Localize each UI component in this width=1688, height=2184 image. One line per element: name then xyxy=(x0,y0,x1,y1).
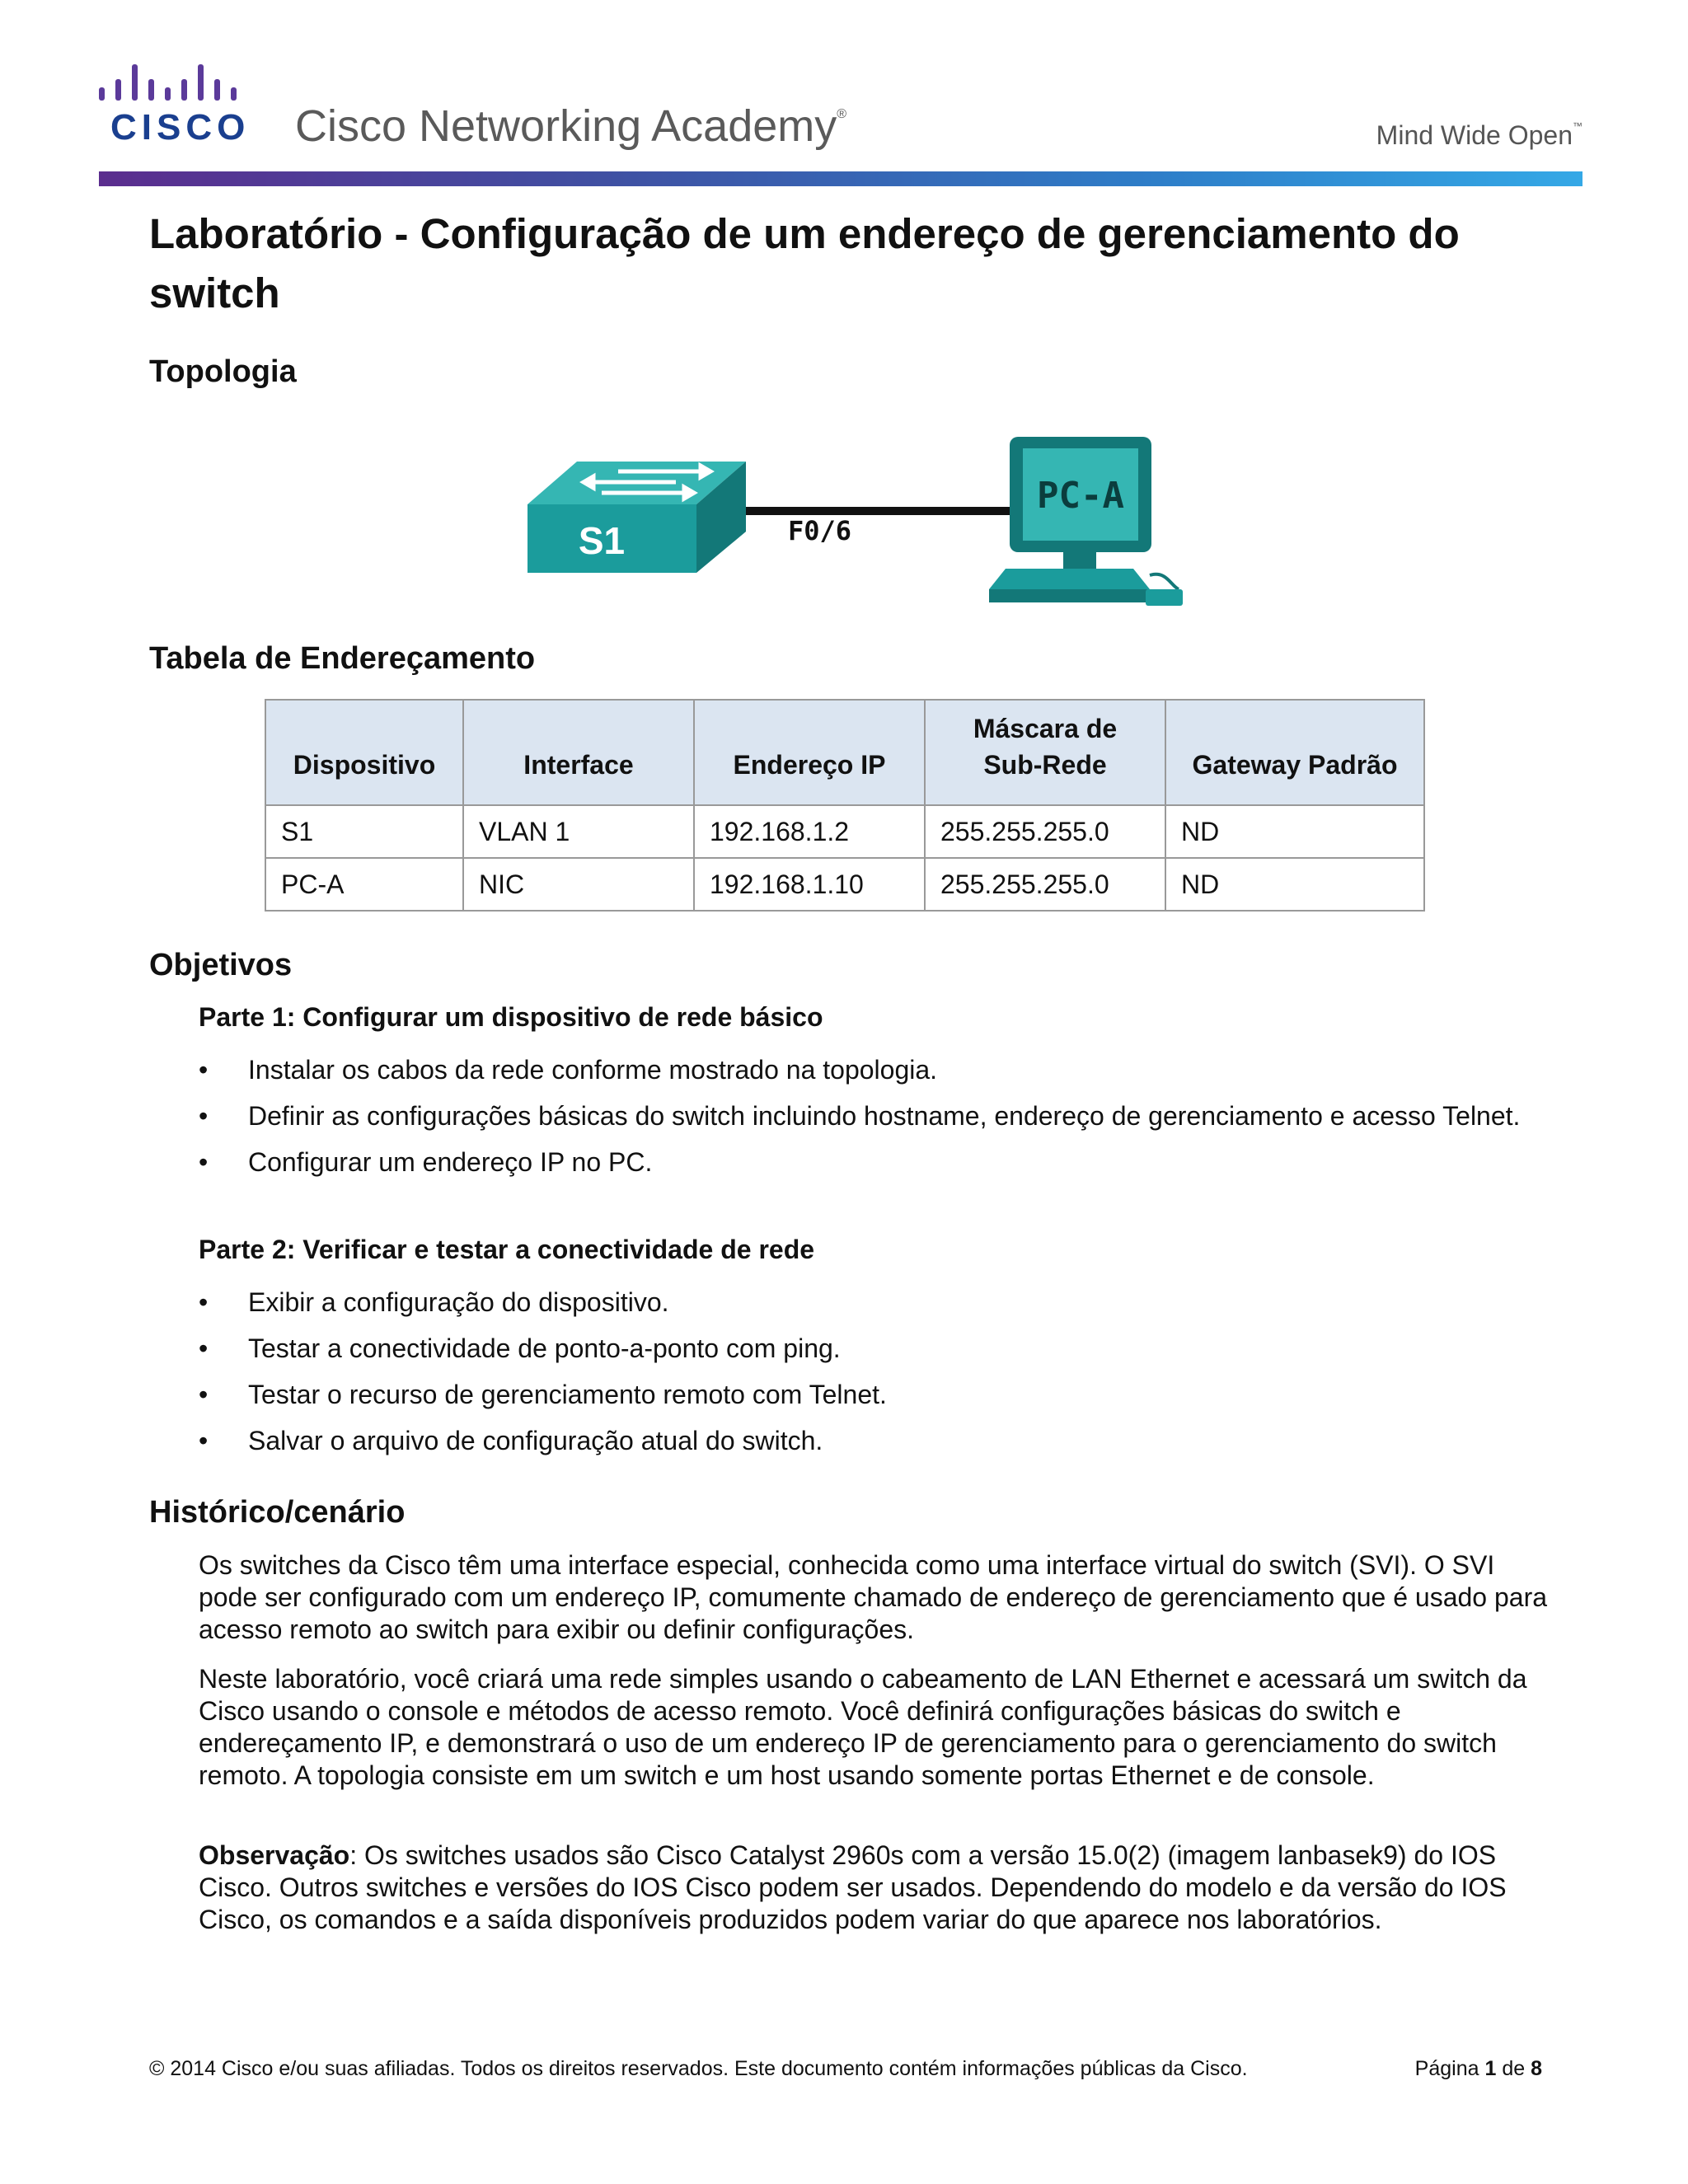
table-header-row xyxy=(265,700,1424,805)
page-title: Laboratório - Configuração de um endereço de gerenciamento do switch xyxy=(149,210,1460,316)
page-header xyxy=(99,58,1582,157)
page-footer xyxy=(149,2057,1542,2081)
table-header-cell: Dispositivo xyxy=(265,700,463,805)
topology-diagram xyxy=(495,429,1203,610)
tagline: Mind Wide Open™ xyxy=(1376,120,1582,150)
section-objectives-heading: Objetivos xyxy=(149,948,293,982)
table-row xyxy=(265,805,1424,858)
list-item: • Testar o recurso de gerenciamento remoto com Telnet. xyxy=(199,1376,1550,1413)
table-cell: NIC xyxy=(463,858,694,911)
section-addressing-heading: Tabela de Endereçamento xyxy=(149,641,536,676)
table-cell: 192.168.1.10 xyxy=(694,858,925,911)
port-label: F0/6 xyxy=(788,515,852,546)
list-item: • Definir as configurações básicas do switch incluindo hostname, endereço de gerenciamento e acesso Telnet. xyxy=(199,1098,1550,1134)
table-cell: 255.255.255.0 xyxy=(925,805,1165,858)
table-cell: 192.168.1.2 xyxy=(694,805,925,858)
table-cell: PC-A xyxy=(265,858,463,911)
list-item: • Exibir a configuração do dispositivo. xyxy=(199,1284,1550,1320)
table-cell: 255.255.255.0 xyxy=(925,858,1165,911)
pc-label: PC-A xyxy=(1037,475,1124,517)
copyright-text: © 2014 Cisco e/ou suas afiliadas. Todos os direitos reservados. Este documento contém informações públicas da Cisco. xyxy=(149,2057,1248,2080)
table-cell: S1 xyxy=(265,805,463,858)
table-header-cell: Máscara de Sub-Rede xyxy=(925,700,1165,805)
note-paragraph xyxy=(199,1840,1550,1936)
list-item: • Salvar o arquivo de configuração atual do switch. xyxy=(199,1422,1550,1459)
table-header-cell: Interface xyxy=(463,700,694,805)
table-cell: ND xyxy=(1165,805,1424,858)
switch-label: S1 xyxy=(578,519,626,562)
cisco-wordmark: CISCO xyxy=(110,107,251,148)
table-header-cell: Endereço IP xyxy=(694,700,925,805)
list-item: • Testar a conectividade de ponto-a-ponto com ping. xyxy=(199,1330,1550,1366)
page-number: Página 1 de 8 xyxy=(1414,2057,1542,2080)
pc-icon xyxy=(989,437,1183,606)
switch-icon xyxy=(528,462,746,573)
part2-title: Parte 2: Verificar e testar a conectividade de rede xyxy=(199,1235,815,1264)
note-label: Observação xyxy=(199,1840,350,1870)
table-cell: ND xyxy=(1165,858,1424,911)
cisco-logo-bars-icon xyxy=(99,64,256,105)
section-topology-heading: Topologia xyxy=(149,354,297,389)
part2-list xyxy=(199,1284,1550,1469)
section-background-heading: Histórico/cenário xyxy=(149,1495,406,1530)
part1-title: Parte 1: Configurar um dispositivo de rede básico xyxy=(199,1002,823,1032)
background-paragraph-1: Os switches da Cisco têm uma interface especial, conhecida como uma interface virtual do switch (SVI). O SVI pode ser configurado com um endereço IP, comumente chamado de endereço de gerenciamento que é usado para acesso remoto ao switch para exibir ou definir configurações. xyxy=(199,1550,1548,1644)
table-row xyxy=(265,858,1424,911)
table-header-cell: Gateway Padrão xyxy=(1165,700,1424,805)
background-paragraph-2: Neste laboratório, você criará uma rede simples usando o cabeamento de LAN Ethernet e acessará um switch da Cisco usando o console e métodos de acesso remoto. Você definirá configurações básicas do switch e endereçamento IP, e demonstrará o uso de um endereço IP de gerenciamento para o gerenciamento do switch remoto. A topologia consiste em um switch e um host usando somente portas Ethernet e de console. xyxy=(199,1664,1527,1790)
brand-gradient-bar xyxy=(99,171,1582,186)
addressing-table xyxy=(265,699,1425,912)
part1-list xyxy=(199,1052,1550,1190)
table-cell: VLAN 1 xyxy=(463,805,694,858)
academy-title: Cisco Networking Academy® xyxy=(295,101,847,151)
note-text: : Os switches usados são Cisco Catalyst 2960s com a versão 15.0(2) (imagem lanbasek9) do IOS Cisco. Outros switches e versões do IOS Cisco podem ser usados. Dependendo do modelo e da versão do IOS Cisco, os comandos e a saída disponíveis produzidos podem variar do que aparece nos laboratórios. xyxy=(199,1840,1507,1934)
list-item: • Instalar os cabos da rede conforme mostrado na topologia. xyxy=(199,1052,1550,1088)
list-item: • Configurar um endereço IP no PC. xyxy=(199,1144,1550,1180)
